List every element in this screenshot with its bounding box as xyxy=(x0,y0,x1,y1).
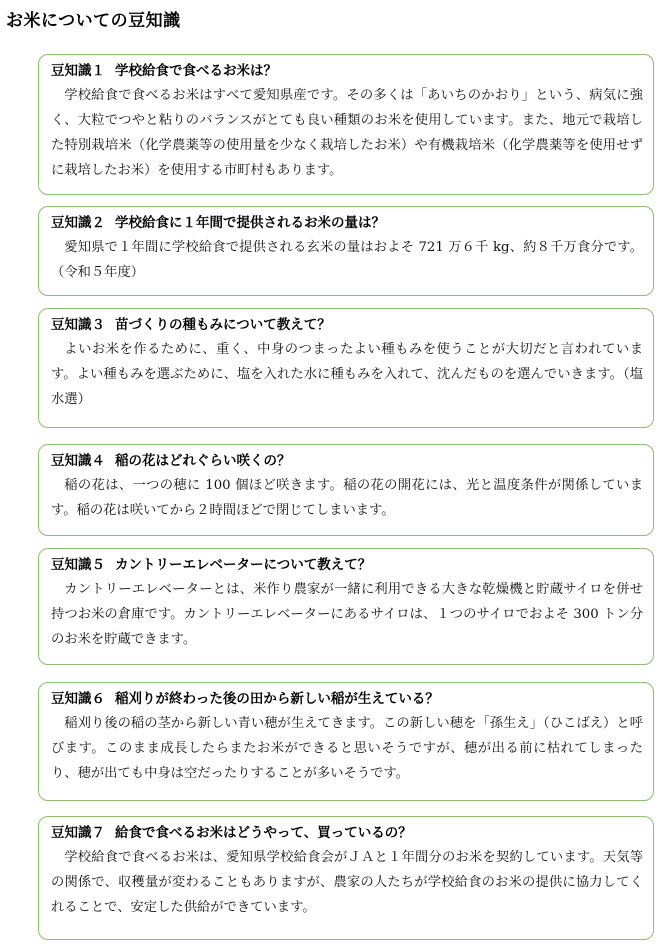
tip-card-4 xyxy=(38,444,654,536)
tip-heading xyxy=(51,690,643,708)
tip-title: 学校給食に１年間で提供されるお米の量は？ xyxy=(115,215,385,231)
tip-heading xyxy=(51,316,643,334)
tip-body: カントリーエレベーターとは、米作り農家が一緒に利用できる大きな乾燥機と貯蔵サイロを併せ持つお米の倉庫です。カントリーエレベーターにあるサイロは、１つのサイロでおよそ 300 トン分のお米を貯蔵できます。 xyxy=(51,582,643,647)
tip-title: 稲の花はどれぐらい咲くの？ xyxy=(115,453,291,469)
tip-card-5 xyxy=(38,548,654,665)
tip-number: 豆知識５ xyxy=(51,557,105,573)
tip-card-6 xyxy=(38,682,654,801)
tip-number: 豆知識７ xyxy=(51,825,105,841)
tip-number: 豆知識１ xyxy=(51,63,105,79)
tip-heading xyxy=(51,62,643,80)
tip-number: 豆知識６ xyxy=(51,691,105,707)
tip-number: 豆知識２ xyxy=(51,215,105,231)
tip-number: 豆知識４ xyxy=(51,453,105,469)
tip-heading xyxy=(51,824,643,842)
tip-card-2 xyxy=(38,206,654,296)
tip-title: 苗づくりの種もみについて教えて？ xyxy=(115,317,331,333)
tip-title: 稲刈りが終わった後の田から新しい稲が生えている？ xyxy=(115,691,439,707)
tip-number: 豆知識３ xyxy=(51,317,105,333)
tip-card-7 xyxy=(38,816,654,940)
tip-title: カントリーエレベーターについて教えて？ xyxy=(115,557,372,573)
tip-heading xyxy=(51,556,643,574)
tip-heading xyxy=(51,214,643,232)
tip-title: 学校給食で食べるお米は？ xyxy=(115,63,277,79)
tip-card-3 xyxy=(38,308,654,428)
tip-body: 稲の花は、一つの穂に 100 個ほど咲きます。稲の花の開花には、光と温度条件が関係しています。稲の花は咲いてから２時間ほどで閉じてしまいます。 xyxy=(51,478,643,518)
tip-body: 学校給食で食べるお米はすべて愛知県産です。その多くは「あいちのかおり」という、病気に強く、大粒でつやと粘りのバランスがとても良い種類のお米を使用しています。また、地元で栽培した特別栽培米（化学農薬等の使用量を少なく栽培したお米）や有機栽培米（化学農薬等を使用せずに栽培したお米）を使用する市町村もあります。 xyxy=(51,88,643,178)
tip-body: 愛知県で１年間に学校給食で提供される玄米の量はおよそ 721 万６千 kg、約８千万食分です。（令和５年度） xyxy=(51,240,643,280)
tip-card-1 xyxy=(38,54,654,195)
tip-body: よいお米を作るために、重く、中身のつまったよい種もみを使うことが大切だと言われています。よい種もみを選ぶために、塩を入れた水に種もみを入れて、沈んだものを選んでいきます。（塩水選） xyxy=(51,342,643,407)
tip-title: 給食で食べるお米はどうやって、買っているの？ xyxy=(115,825,412,841)
tip-heading xyxy=(51,452,643,470)
tip-body: 稲刈り後の稲の茎から新しい青い穂が生えてきます。この新しい穂を「孫生え」（ひこばえ）と呼びます。このまま成長したらまたお米ができると思いそうですが、穂が出る前に枯れてしまったり、穂が出ても中身は空だったりすることが多いそうです。 xyxy=(51,716,643,781)
tip-body: 学校給食で食べるお米は、愛知県学校給食会がＪＡと１年間分のお米を契約しています。天気等の関係で、収穫量が変わることもありますが、農家の人たちが学校給食のお米の提供に協力してくれることで、安定した供給ができています。 xyxy=(51,850,643,915)
page-title: お米についての豆知識 xyxy=(6,11,181,31)
